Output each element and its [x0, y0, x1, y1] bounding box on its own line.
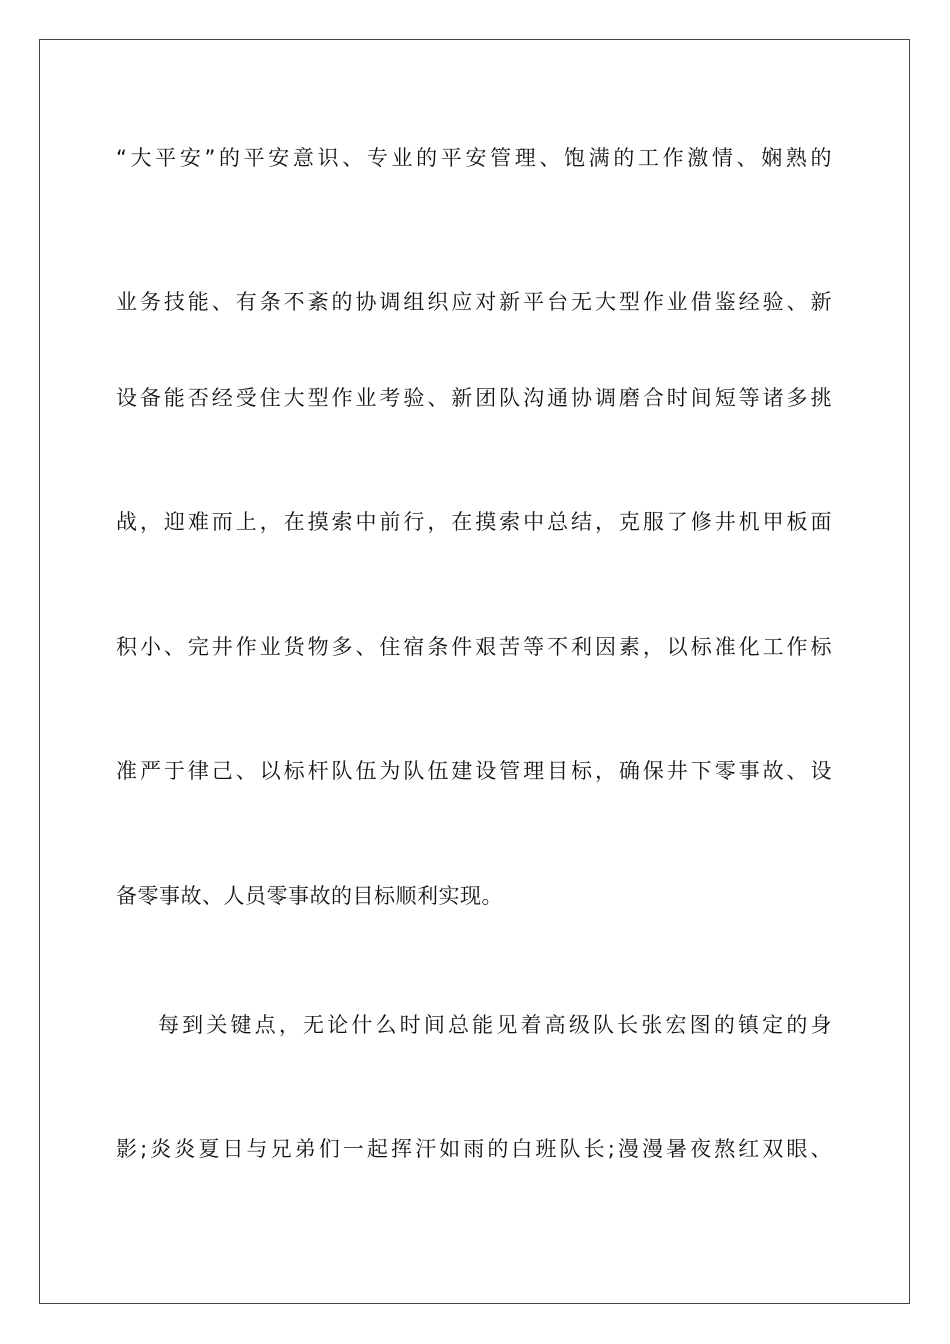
page-border [39, 39, 910, 1304]
text-line: 战，迎难而上，在摸索中前行，在摸索中总结，克服了修井机甲板面 [116, 510, 832, 534]
text-line: 备零事故、人员零事故的目标顺利实现。 [116, 884, 503, 908]
text-line: 准严于律己、以标杆队伍为队伍建设管理目标，确保井下零事故、设 [116, 759, 832, 783]
text-line: 设备能否经受住大型作业考验、新团队沟通协调磨合时间短等诸多挑 [116, 386, 832, 410]
text-line: 积小、完井作业货物多、住宿条件艰苦等不利因素，以标准化工作标 [116, 635, 832, 659]
text-line: 影;炎炎夏日与兄弟们一起挥汗如雨的白班队长;漫漫暑夜熬红双眼、 [116, 1137, 832, 1161]
text-line: 每到关键点，无论什么时间总能见着高级队长张宏图的镇定的身 [158, 1013, 832, 1037]
text-line: 业务技能、有条不紊的协调组织应对新平台无大型作业借鉴经验、新 [116, 290, 832, 314]
text-line: “大平安”的平安意识、专业的平安管理、饱满的工作激情、娴熟的 [116, 146, 832, 170]
